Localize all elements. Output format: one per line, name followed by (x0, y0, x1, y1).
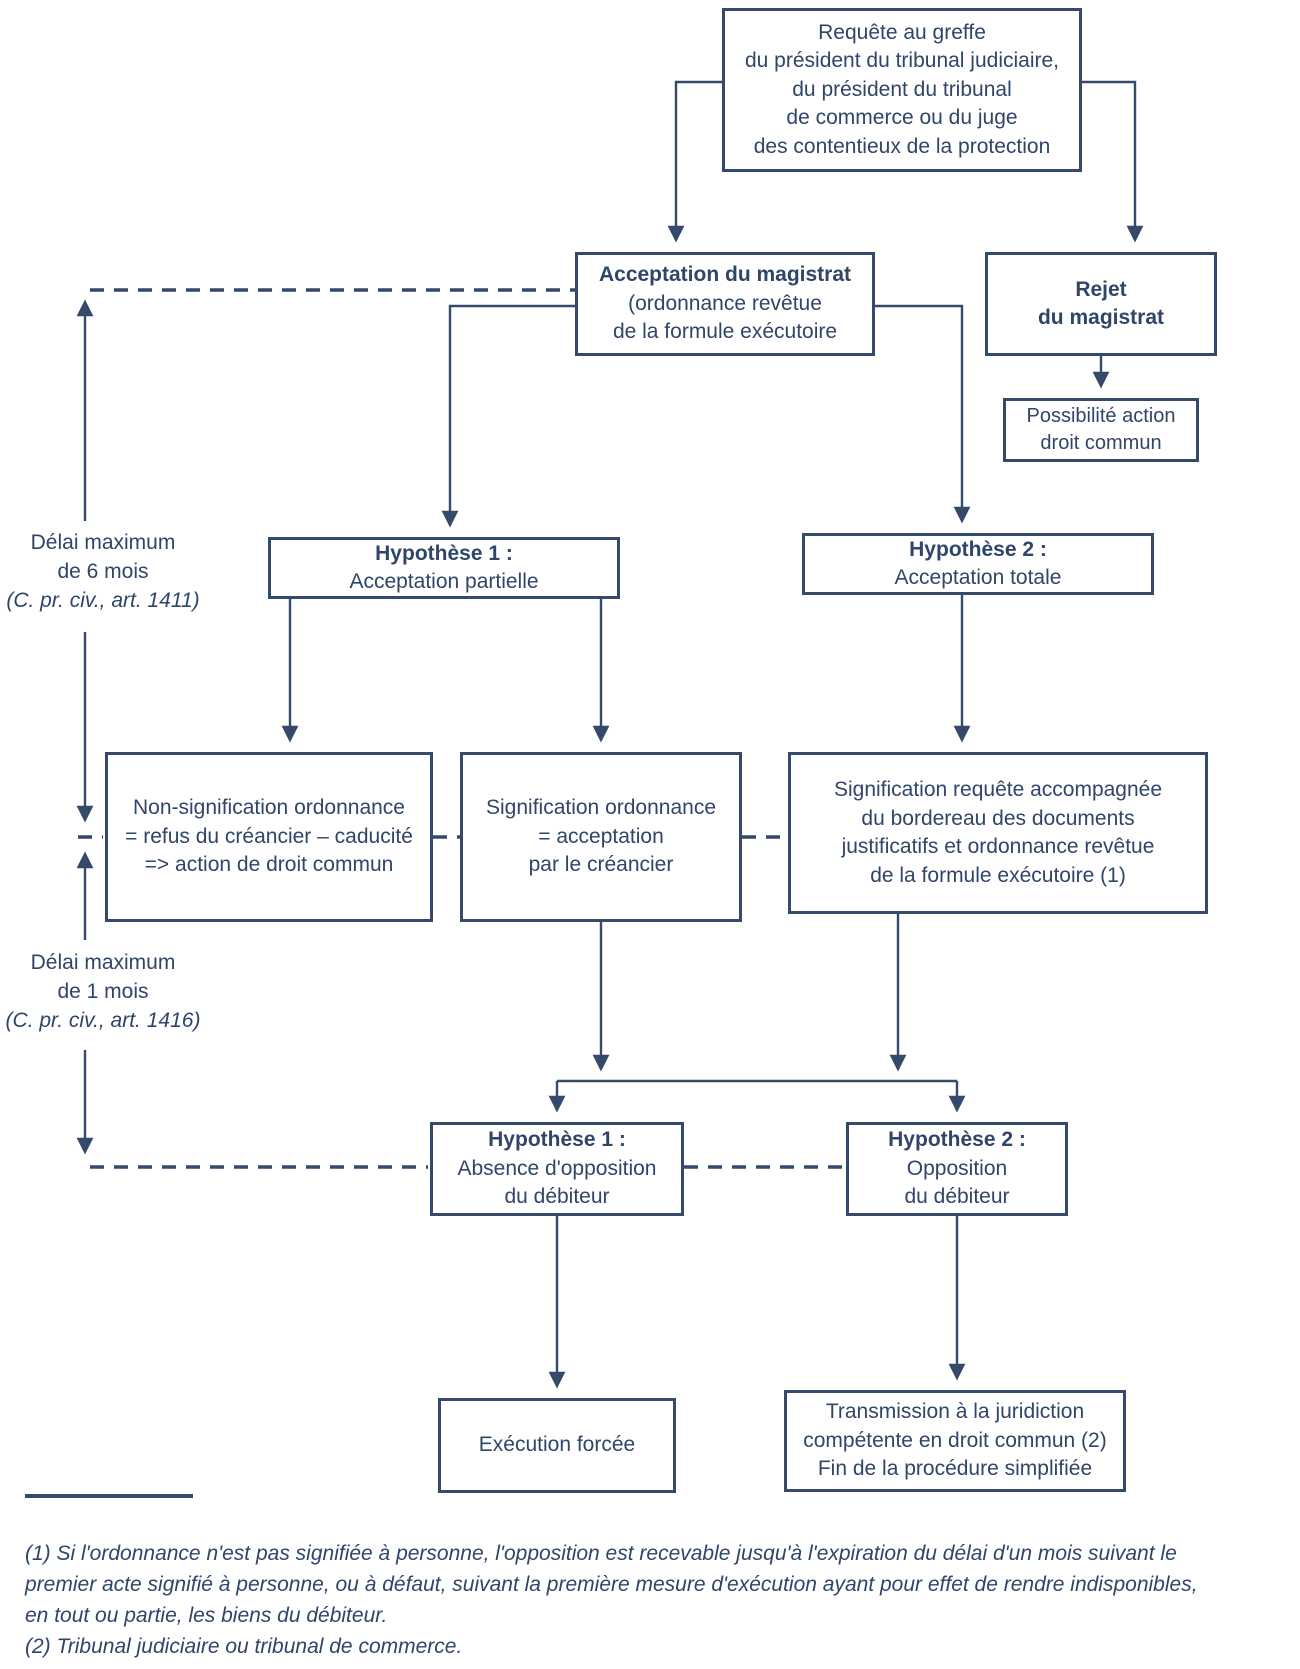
box-transmission-juridiction (784, 1390, 1126, 1492)
box-text-line: du président du tribunal (792, 77, 1012, 101)
box-hypothese1-absence-opposition (430, 1122, 684, 1216)
box-text-line: Hypothèse 2 : (909, 537, 1047, 561)
box-execution-forcee (438, 1398, 676, 1493)
box-text-line: par le créancier (528, 853, 674, 877)
box-text-line: Hypothèse 1 : (375, 541, 513, 565)
box-text-line: de la formule exécutoire (612, 320, 838, 344)
box-text-line: du bordereau des documents (861, 806, 1135, 830)
box-text-line: Exécution forcée (478, 1433, 636, 1457)
box-text-line: Requête au greffe (818, 20, 986, 44)
box-text-line: Acceptation partielle (349, 570, 539, 593)
box-hypothese1-acceptation-partielle (268, 537, 620, 599)
box-text-line: Hypothèse 2 : (888, 1128, 1026, 1152)
box-text-line: du débiteur (904, 1185, 1010, 1209)
footnote-1: (1) Si l'ordonnance n'est pas signifiée à personne, l'opposition est recevable jusqu'à l'expiration du délai d'un mois suivant le premier acte signifié à personne, ou à défaut, suivant la première mesure d'exécution ayant pour effet de rendre indisponibles, en tout ou partie, les biens du débiteur. (25, 1542, 1198, 1627)
box-text-line: du président du tribunal judiciaire, (744, 49, 1060, 73)
box-requete-greffe (722, 8, 1082, 172)
box-text-line: Non-signification ordonnance (132, 796, 405, 820)
box-text-line: Acceptation totale (894, 566, 1062, 589)
box-text-line: Fin de la procédure simplifiée (817, 1457, 1093, 1481)
box-possibilite-action (1003, 398, 1199, 462)
label-text-line: Délai maximum (30, 531, 176, 554)
box-text-line: Possibilité action (1026, 405, 1176, 427)
box-signification-ordonnance (460, 752, 742, 922)
box-hypothese2-acceptation-totale (802, 533, 1154, 595)
box-text-line: de commerce ou du juge (786, 106, 1018, 130)
box-acceptation-magistrat (575, 252, 875, 356)
box-text-line: Acceptation du magistrat (598, 263, 852, 287)
box-text-line: droit commun (1040, 432, 1162, 454)
box-text-line: compétente en droit commun (2) (803, 1428, 1107, 1452)
box-text-line: (ordonnance revêtue (628, 291, 822, 315)
box-hypothese2-opposition (846, 1122, 1068, 1216)
label-text-line: (C. pr. civ., art. 1411) (6, 589, 200, 612)
box-text-line: de la formule exécutoire (1) (870, 863, 1126, 887)
box-signification-requete (788, 752, 1208, 914)
label-text-line: de 6 mois (57, 560, 149, 583)
label-text-line: de 1 mois (57, 980, 149, 1003)
box-non-signification (105, 752, 433, 922)
footnotes (25, 1538, 1205, 1662)
label-text-line: Délai maximum (30, 951, 176, 974)
box-text-line: Absence d'opposition (457, 1156, 657, 1180)
box-text-line: justificatifs et ordonnance revêtue (841, 835, 1155, 858)
box-text-line: Opposition (906, 1156, 1008, 1180)
box-text-line: Rejet (1075, 277, 1127, 301)
footnote-divider (25, 1494, 193, 1498)
box-text-line: du magistrat (1037, 306, 1165, 329)
label-text-line: (C. pr. civ., art. 1416) (5, 1009, 201, 1032)
box-text-line: = refus du créancier – caducité (125, 824, 413, 848)
box-text-line: Transmission à la juridiction (825, 1400, 1085, 1424)
box-text-line: Signification requête accompagnée (833, 778, 1163, 801)
box-rejet-magistrat (985, 252, 1217, 356)
box-text-line: Signification ordonnance (486, 796, 716, 820)
footnote-2: (2) Tribunal judiciaire ou tribunal de commerce. (25, 1635, 463, 1658)
box-text-line: Hypothèse 1 : (488, 1128, 626, 1152)
label-delai-1-mois (0, 948, 206, 1035)
box-text-line: => action de droit commun (144, 853, 394, 877)
box-text-line: des contentieux de la protection (753, 134, 1051, 158)
box-text-line: du débiteur (504, 1185, 610, 1209)
box-text-line: = acceptation (538, 824, 664, 848)
label-delai-6-mois (0, 528, 206, 615)
